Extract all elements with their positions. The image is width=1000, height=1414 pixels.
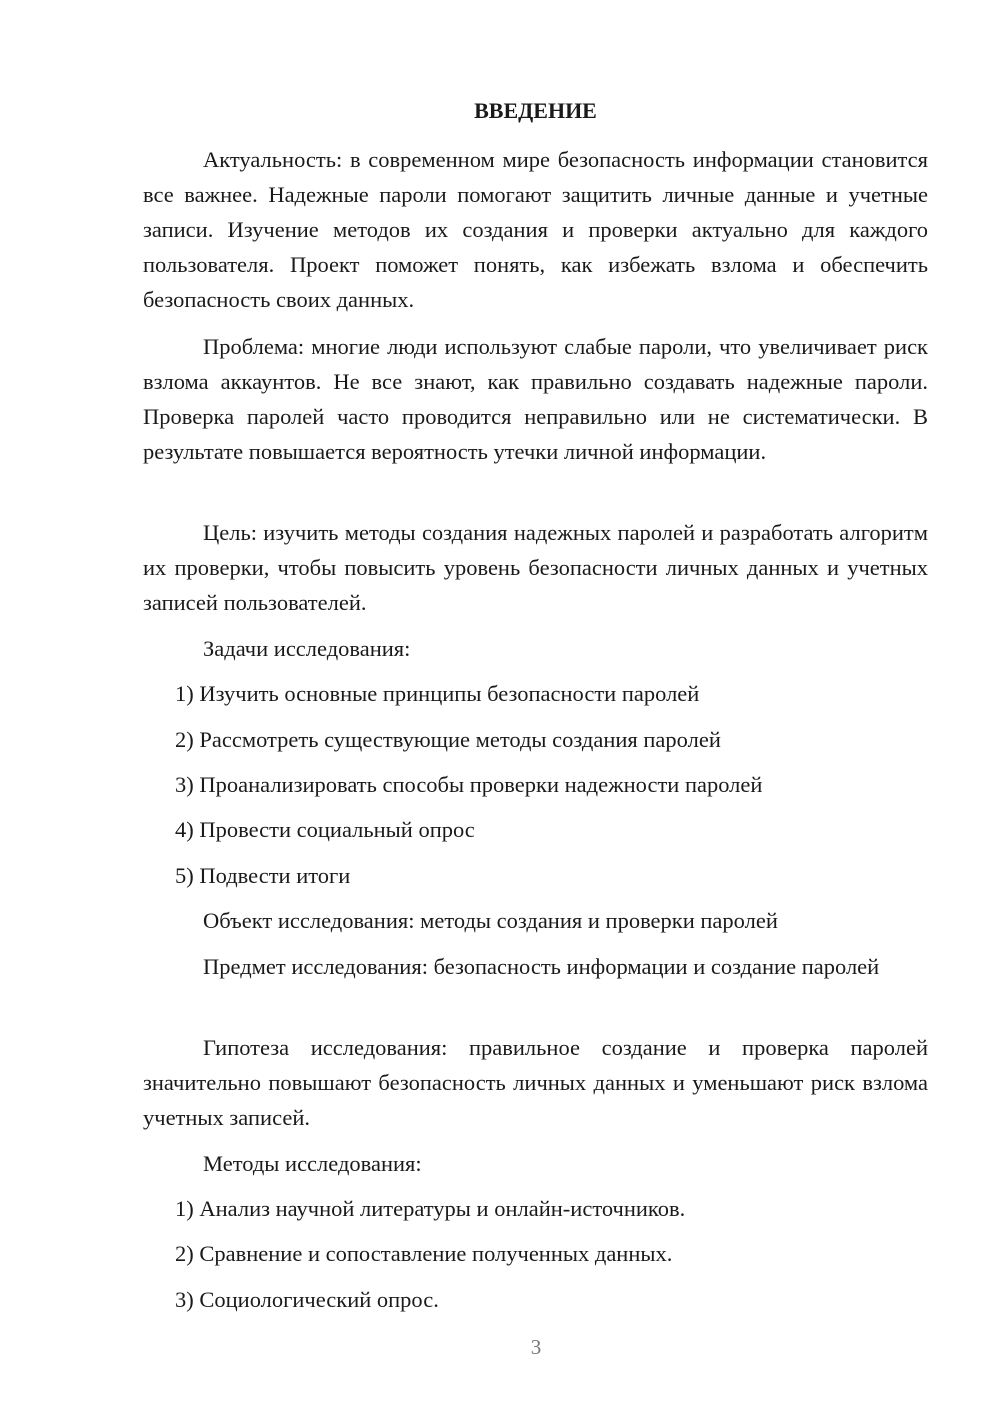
list-item: 5) Подвести итоги (175, 863, 351, 888)
problem-paragraph: Проблема: многие люди используют слабые пароли, что увеличивает риск взлома аккаунтов. Не все знают, как правильно создавать надежные пароли. Проверка паролей часто проводится неправильно или не систематически. В результате повышается вероятность утечки личной информации. (143, 334, 928, 464)
relevance-paragraph: Актуальность: в современном мире безопасность информации становится все важнее. Надежные пароли помогают защитить личные данные и учетные записи. Изучение методов их создания и проверки актуально для каждого пользователя. Проект поможет понять, как избежать взлома и обеспечить безопасность своих данных. (143, 147, 928, 312)
list-item: 2) Сравнение и сопоставление полученных данных. (175, 1241, 673, 1266)
list-item: 4) Провести социальный опрос (175, 817, 475, 842)
goal-paragraph: Цель: изучить методы создания надежных паролей и разработать алгоритм их проверки, чтобы повысить уровень безопасности личных данных и учетных записей пользователей. (143, 520, 928, 615)
subject-paragraph: Предмет исследования: безопасность информации и создание паролей (203, 954, 880, 979)
page-number: 3 (530, 1335, 542, 1359)
object-paragraph: Объект исследования: методы создания и проверки паролей (203, 908, 778, 933)
list-item: 3) Проанализировать способы проверки надежности паролей (175, 772, 763, 797)
page-title: ВВЕДЕНИЕ (474, 98, 597, 123)
list-item: 2) Рассмотреть существующие методы создания паролей (175, 727, 721, 752)
list-item: 3) Социологический опрос. (175, 1287, 439, 1312)
list-item: 1) Анализ научной литературы и онлайн-источников. (175, 1196, 686, 1221)
methods-heading: Методы исследования: (203, 1151, 422, 1176)
tasks-heading: Задачи исследования: (203, 636, 411, 661)
hypothesis-paragraph: Гипотеза исследования: правильное создание и проверка паролей значительно повышают безопасность личных данных и уменьшают риск взлома учетных записей. (143, 1035, 928, 1130)
list-item: 1) Изучить основные принципы безопасности паролей (175, 681, 700, 706)
